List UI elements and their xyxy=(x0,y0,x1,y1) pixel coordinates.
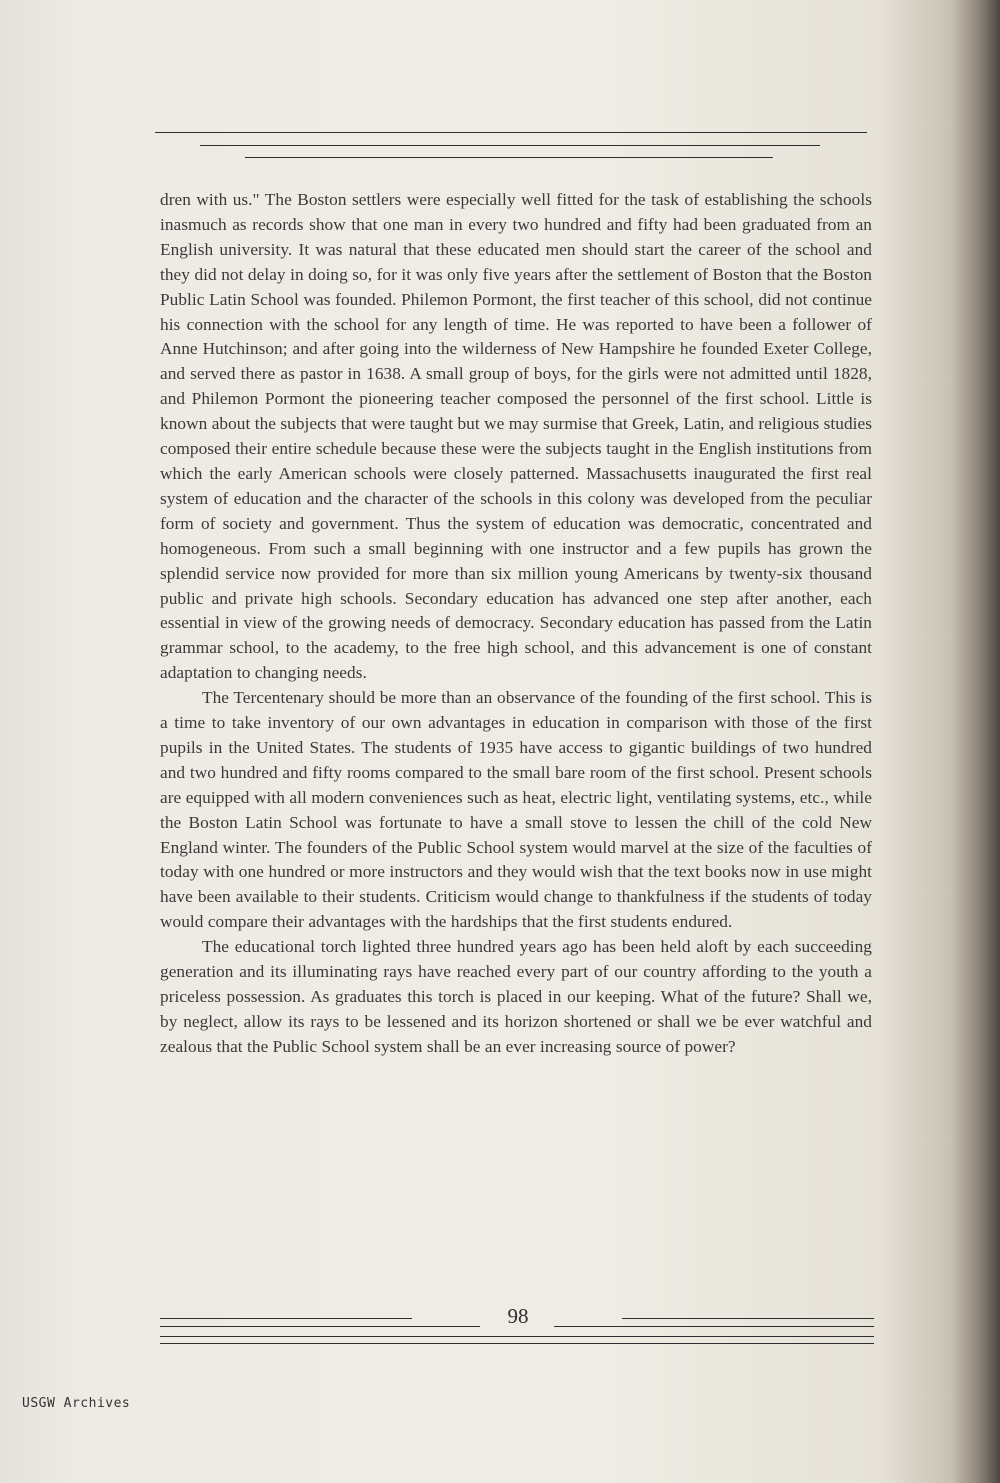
footer-rule-left-2 xyxy=(160,1326,480,1327)
paragraph-1: dren with us." The Boston settlers were especially well fitted for the task of establishing the schools inasmuch as records show that one man in every two hundred and fifty had been graduated from an English university. It was natural that these educated men should start the career of the school and they did not delay in doing so, for it was only five years after the settlement of Boston that the Boston Public Latin School was founded. Philemon Pormont, the first teacher of this school, did not continue his connection with the school for any length of time. He was reported to have been a follower of Anne Hutchinson; and after going into the wilderness of New Hampshire he founded Exeter College, and served there as pastor in 1638. A small group of boys, for the girls were not admitted until 1828, and Philemon Pormont the pioneering teacher composed the personnel of the first school. Little is known about the subjects that were taught but we may surmise that Greek, Latin, and religious studies composed their entire schedule because these were the subjects taught in the English institutions from which the early American schools were closely patterned. Massachusetts inaugurated the first real system of education and the character of the schools in this colony was developed from the peculiar form of society and government. Thus the system of education was democratic, concentrated and homogeneous. From such a small beginning with one instructor and a few pupils has grown the splendid service now provided for more than six million young Americans by twenty-six thousand public and private high schools. Secondary education has advanced one step after another, each essential in view of the growing needs of democracy. Secondary education has passed from the Latin grammar school, to the academy, to the free high school, and this advancement is one of constant adaptation to changing needs. xyxy=(160,190,872,683)
paragraph-3: The educational torch lighted three hundred years ago has been held aloft by each succeeding generation and its illuminating rays have reached every part of our country affording to the youth a priceless possession. As graduates this torch is placed in our keeping. What of the future? Shall we, by neglect, allow its rays to be lessened and its horizon shortened or shall we be ever watchful and zealous that the Public School system shall be an ever increasing source of power? xyxy=(160,937,872,1056)
footer-rule-right-2 xyxy=(554,1326,874,1327)
page-number: 98 xyxy=(507,1304,529,1328)
footer-rule-left-1 xyxy=(160,1318,412,1319)
footer-rule-full-2 xyxy=(160,1343,874,1344)
archive-watermark: USGW Archives xyxy=(22,1396,131,1411)
header-rule-middle xyxy=(200,145,820,146)
footer-rule-full-1 xyxy=(160,1336,874,1337)
body-text xyxy=(160,188,872,1060)
paragraph-2: The Tercentenary should be more than an observance of the founding of the first school. This is a time to take inventory of our own advantages in education in comparison with those of the first pupils in the United States. The students of 1935 have access to gigantic buildings of two hundred and two hundred and fifty rooms compared to the small bare room of the first school. Present schools are equipped with all modern conveniences such as heat, electric light, ventilating systems, etc., while the Boston Latin School was fortunate to have a small stove to lessen the chill of the cold New England winter. The founders of the Public School system would marvel at the size of the faculties of today with one hundred or more instructors and they would wish that the text books now in use might have been available to their students. Criticism would change to thankfulness if the students of today would compare their advantages with the hardships that the first students endured. xyxy=(160,688,872,932)
header-rule-bottom xyxy=(245,157,773,158)
header-rule-top xyxy=(155,132,867,133)
footer-rule-right-1 xyxy=(622,1318,874,1319)
